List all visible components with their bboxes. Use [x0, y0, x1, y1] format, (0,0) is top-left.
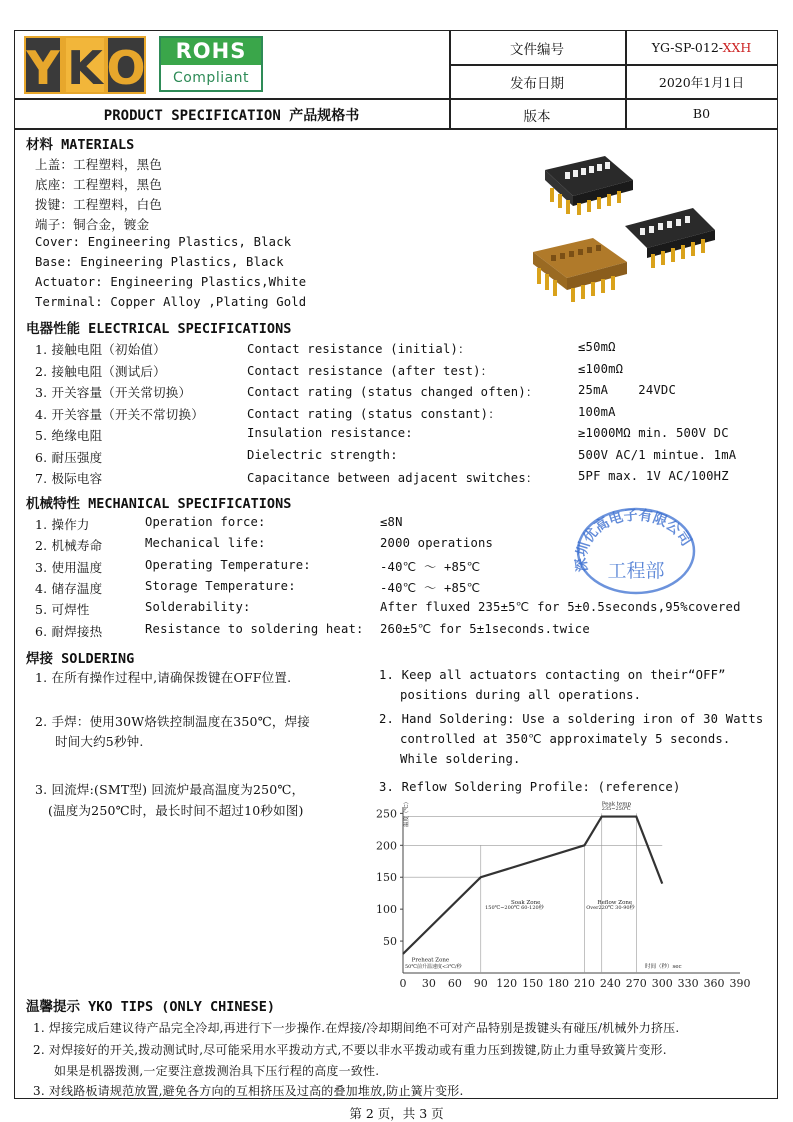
page-footer: 第 2 页，共 3 页	[349, 1106, 444, 1121]
zone-label-reflow: Reflow Zone	[597, 900, 633, 907]
mechanical-en: Mechanical life:	[145, 536, 266, 551]
soldering-en-2: 2. Hand Soldering: Use a soldering iron of 30 Watts	[379, 712, 764, 726]
mechanical-en: Operating Temperature:	[145, 557, 311, 572]
electrical-en: Dielectric strength:	[247, 447, 398, 462]
y-tick-label: 150	[376, 871, 397, 885]
mechanical-en: Resistance to soldering heat:	[145, 621, 364, 636]
mechanical-cn: 3. 使用温度	[35, 559, 103, 575]
x-tick-label: 210	[573, 977, 595, 990]
electrical-val: ≤100mΩ	[578, 361, 624, 376]
tips-line-2b: 如果是机器拨测,一定要注意拨测治具下压行程的高度一致性.	[54, 1064, 380, 1078]
yko-logo-letter-y: Y	[26, 41, 60, 94]
mechanical-cn: 1. 操作力	[35, 517, 90, 532]
mechanical-en: Solderability:	[145, 600, 251, 615]
y-tick-label: 200	[376, 839, 397, 853]
soldering-en-2b: controlled at 350℃ approximately 5 seconds.	[400, 732, 731, 746]
x-tick-label: 300	[651, 977, 673, 990]
electrical-val: 5PF max. 1V AC/100HZ	[578, 469, 729, 483]
x-tick-label: 390	[729, 977, 750, 990]
material-line: 端子：铜合金，镀金	[35, 217, 150, 232]
mechanical-val: 260±5℃ for 5±1seconds.twice	[380, 621, 590, 636]
zone-label-soak: Soak Zone	[511, 900, 541, 907]
x-tick-label: 150	[522, 977, 544, 990]
material-line: Cover: Engineering Plastics, Black	[35, 235, 292, 249]
release-date-label: 发布日期	[510, 76, 564, 92]
material-line: Actuator: Engineering Plastics,White	[35, 275, 307, 289]
doc-number-value: YG-SP-012-XXH	[651, 40, 752, 55]
electrical-val: 500V AC/1 mintue. 1mA	[578, 447, 737, 462]
stamp-ring-text: 深圳优高电子有限公司	[573, 507, 695, 573]
electrical-en: Contact rating (status changed often)：	[247, 385, 539, 399]
zone-note-preheat: 50℃前升温速度<3℃/秒	[405, 963, 462, 970]
mechanical-cn: 5. 可焊性	[35, 602, 90, 618]
electrical-val: 100mA	[578, 404, 616, 419]
soldering-cn-3b: (温度为250℃时，最长时间不超过10秒如图)	[48, 803, 304, 818]
materials-title: 材料 MATERIALS	[26, 137, 135, 153]
electrical-cn: 5. 绝缘电阻	[35, 428, 103, 443]
header-divider-h3	[14, 128, 778, 130]
x-axis-title: 时间（秒）sec	[644, 963, 682, 970]
electrical-en: Contact resistance (initial)：	[247, 342, 471, 356]
soldering-cn-3: 3. 回流焊:(SMT型) 回流炉最高温度为250℃，	[35, 782, 305, 797]
material-line: 上盖：工程塑料，黑色	[35, 157, 163, 172]
mechanical-title: 机械特性 MECHANICAL SPECIFICATIONS	[26, 496, 292, 512]
y-axis-title: 温度（℃）	[404, 798, 410, 827]
electrical-cn: 6. 耐压强度	[35, 449, 103, 465]
electrical-en: Contact rating (status constant)：	[247, 406, 501, 421]
electrical-val: 25mA 24VDC	[578, 383, 676, 397]
mechanical-val: -40℃ ～ +85℃	[380, 559, 481, 574]
zone-label-peak: Peak temp	[601, 801, 632, 808]
doc-number-label: 文件编号	[510, 42, 564, 58]
x-tick-label: 180	[548, 977, 570, 990]
page-title: PRODUCT SPECIFICATION 产品规格书	[103, 108, 360, 124]
mechanical-val: ≤8N	[380, 515, 403, 529]
reflow-profile-line	[403, 817, 662, 954]
x-tick-label: 360	[703, 977, 725, 990]
yko-logo	[24, 36, 146, 94]
y-tick-label: 100	[376, 903, 397, 917]
zone-note-reflow: Over220℃ 30-90秒	[586, 905, 635, 912]
material-line: Terminal: Copper Alloy ,Plating Gold	[35, 295, 307, 309]
rohs-compliant: Compliant	[172, 70, 250, 86]
yko-logo-letter-k: K	[67, 41, 103, 94]
soldering-en-3: 3. Reflow Soldering Profile: (reference)	[379, 780, 681, 794]
electrical-cn: 2. 接触电阻（测试后）	[35, 363, 166, 379]
version-label: 版本	[523, 109, 551, 125]
electrical-cn: 4. 开关容量（开关不常切换）	[35, 406, 204, 422]
rohs-badge	[159, 36, 263, 92]
soldering-cn-2: 2. 手焊：使用30W烙铁控制温度在350℃，焊接	[35, 714, 310, 729]
x-tick-label: 270	[625, 977, 647, 990]
x-tick-label: 240	[599, 977, 621, 990]
dip-switch-product-image	[525, 150, 720, 315]
soldering-en-1b: positions during all operations.	[400, 688, 642, 702]
reflow-profile-chart	[355, 795, 750, 995]
dip-switch-black-large	[625, 208, 715, 268]
rohs-label: ROHS	[161, 38, 261, 65]
material-line: 拨键：工程塑料，白色	[35, 197, 163, 212]
electrical-cn: 7. 极际电容	[35, 471, 103, 486]
x-tick-label: 30	[421, 977, 436, 990]
soldering-en-1: 1. Keep all actuators contacting on their“OFF”	[379, 668, 726, 682]
version-value: B0	[692, 106, 711, 121]
mechanical-en: Storage Temperature:	[145, 578, 296, 593]
material-line: Base: Engineering Plastics, Black	[35, 255, 284, 269]
material-line: 底座：工程塑料，黑色	[35, 177, 163, 192]
x-tick-label: 60	[447, 977, 462, 990]
y-tick-label: 50	[383, 935, 397, 949]
zone-label-preheat: Preheat Zone	[411, 957, 450, 964]
tips-line-3: 3. 对线路板请规范放置,避免各方向的互相挤压及过高的叠加堆放,防止簧片变形.	[33, 1084, 464, 1098]
zone-note-peak: 235~250℃	[601, 806, 631, 813]
mechanical-cn: 4. 储存温度	[35, 580, 103, 596]
electrical-val: ≥1000MΩ min. 500V DC	[578, 426, 729, 440]
soldering-en-2c: While soldering.	[400, 752, 521, 766]
mechanical-val: 2000 operations	[380, 536, 494, 551]
tips-line-2: 2. 对焊接好的开关,拨动测试时,尽可能采用水平拨动方式,不要以非水平拨动或有重力压到拨键,防止力重导致簧片变形.	[33, 1043, 667, 1057]
dip-switch-gold	[533, 238, 627, 302]
y-tick-label: 250	[376, 807, 397, 821]
tips-title: 温馨提示 YKO TIPS (ONLY CHINESE)	[26, 999, 276, 1015]
x-tick-label: 120	[496, 977, 518, 990]
electrical-en: Insulation resistance:	[247, 426, 413, 440]
soldering-cn-1: 1. 在所有操作过程中,请确保拨键在OFF位置.	[35, 670, 292, 685]
mechanical-en: Operation force:	[145, 515, 266, 529]
dip-switch-black-small	[545, 156, 633, 215]
electrical-en: Contact resistance (after test)：	[247, 363, 494, 378]
mechanical-cn: 2. 机械寿命	[35, 538, 103, 554]
zone-note-soak: 150℃~200℃ 60-120秒	[485, 905, 544, 912]
electrical-cn: 3. 开关容量（开关常切换）	[35, 385, 192, 400]
company-seal-stamp	[571, 503, 701, 595]
mechanical-val: -40℃ ～ +85℃	[380, 580, 481, 595]
soldering-cn-2b: 时间大约5秒钟.	[55, 734, 144, 749]
mechanical-val: After fluxed 235±5℃ for 5±0.5seconds,95%covered	[380, 600, 741, 615]
electrical-val: ≤50mΩ	[578, 340, 616, 354]
electrical-cn: 1. 接触电阻（初始值）	[35, 342, 166, 357]
tips-line-1: 1. 焊接完成后建议待产品完全冷却,再进行下一步操作.在焊接/冷却期间绝不可对产品特别是拨键头有碰压/机械外力挤压.	[33, 1021, 680, 1035]
header-divider-h2	[14, 98, 778, 100]
electrical-title: 电器性能 ELECTRICAL SPECIFICATIONS	[26, 321, 292, 337]
electrical-en: Capacitance between adjacent switches：	[247, 471, 539, 485]
x-tick-label: 90	[473, 977, 488, 990]
x-tick-label: 0	[399, 977, 407, 990]
x-tick-label: 330	[677, 977, 699, 990]
mechanical-cn: 6. 耐焊接热	[35, 623, 103, 639]
yko-logo-letter-o: O	[106, 41, 146, 94]
header-divider-h1	[449, 64, 778, 66]
release-date-value: 2020年1月1日	[658, 75, 745, 90]
soldering-title: 焊接 SOLDERING	[26, 651, 135, 667]
stamp-center-text: 工程部	[607, 560, 665, 582]
